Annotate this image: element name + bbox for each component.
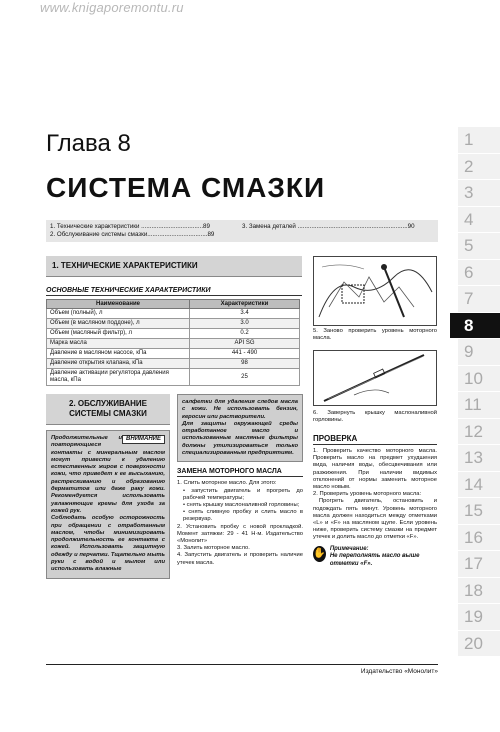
cell: Давление активации регулятора давления масла, кПа: [47, 369, 190, 386]
chapter-title: Глава 8: [46, 130, 131, 157]
specs-table: [46, 299, 300, 386]
step: 3. Залить моторное масло.: [177, 545, 250, 552]
cell: 3.4: [190, 309, 300, 319]
check-step-1: 1. Проверить качество моторного масла. Проверить масло на предмет ухудшения вида, наличия воды, обесцвечивания или разжижения. При наличии видимых отклонений от нормы заменить моторное масло новым.: [313, 448, 437, 491]
chapter-tab-2[interactable]: 2: [458, 154, 500, 181]
step-5: 5. Заново проверить уровень моторного масла.: [313, 328, 437, 342]
step: 4. Запустить двигатель и проверить наличие утечек масла.: [177, 552, 303, 566]
note: [313, 546, 437, 569]
cell: API SG: [190, 339, 300, 349]
page-title: СИСТЕМА СМАЗКИ: [46, 172, 326, 203]
cell: Объем (масляный фильтр), л: [47, 329, 190, 339]
table-row: [47, 349, 300, 359]
oil-change-heading: ЗАМЕНА МОТОРНОГО МАСЛА: [177, 468, 303, 477]
toc-item-3[interactable]: 3. Замена деталей ................................................................90: [242, 223, 415, 230]
warning-text-2: Соблюдать особую осторожность при обращении с отработанным маслом, чтобы минимизировать продолжительность ее контакта с кожей. Использовать защитную одежду и перчатки. Тщательно мыть руки с водой и мылом или использовать влажные: [51, 515, 165, 573]
chapter-tab-16[interactable]: 16: [458, 525, 500, 552]
chapter-tab-7[interactable]: 7: [458, 286, 500, 313]
check-step-2-detail: Прогреть двигатель, остановить и подождать пять минут. Уровень моторного масла должен находиться между отметками «L» и «F» на масляном щупе. Если уровень ниже, проверить систему смазки на предмет утечек и долить масло до отметки «F».: [313, 498, 437, 541]
table-of-contents: [46, 220, 438, 242]
section-specs: [46, 256, 302, 386]
check-heading: ПРОВЕРКА: [313, 434, 437, 445]
oil-change-steps: [177, 480, 303, 566]
section-2-heading: 2. ОБСЛУЖИВАНИЕ СИСТЕМЫ СМАЗКИ: [46, 394, 170, 425]
table-row: [47, 339, 300, 349]
chapter-tab-12[interactable]: 12: [458, 419, 500, 446]
section-1-heading: 1. ТЕХНИЧЕСКИЕ ХАРАКТЕРИСТИКИ: [46, 256, 302, 277]
chapter-tab-15[interactable]: 15: [458, 498, 500, 525]
chapter-tab-3[interactable]: 3: [458, 180, 500, 207]
cell: 0.2: [190, 329, 300, 339]
specs-subheading: ОСНОВНЫЕ ТЕХНИЧЕСКИЕ ХАРАКТЕРИСТИКИ: [46, 287, 302, 296]
dipstick-illustration: [313, 350, 437, 406]
section-maintenance: [46, 394, 170, 579]
cell: Давление открытия клапана, кПа: [47, 359, 190, 369]
step: 1. Слить моторное масло. Для этого:: [177, 480, 277, 487]
chapter-tabs: [458, 127, 500, 657]
table-row: [47, 359, 300, 369]
warning-text: Продолжительные и повторяющиеся контакты с минеральным маслом могут привести к удалению естественных жиров с поверхности кожи, что приведет к ее высыханию, растрескиванию и образованию дерматитов или даже раку кожи. Рекомендуется использовать увлажняющие кремы для ухода за кожей рук.: [51, 435, 165, 514]
chapter-tab-14[interactable]: 14: [458, 472, 500, 499]
warning-continued-text-2: Для защиты окружающей среды отработанное масло и использованные масляные фильтры должны утилизироваться только специализированным предприятиям.: [182, 420, 298, 457]
chapter-tab-18[interactable]: 18: [458, 578, 500, 605]
chapter-tab-8[interactable]: 8: [450, 313, 500, 340]
table-row: [47, 369, 300, 386]
table-row: [47, 319, 300, 329]
footer-publisher: Издательство «Монолит»: [360, 668, 438, 675]
step-6: 6. Завернуть крышку маслоналивной горловины.: [313, 410, 437, 424]
toc-item-1[interactable]: 1. Технические характеристики ....................................89: [50, 223, 210, 230]
cell: 441 - 490: [190, 349, 300, 359]
cell: Объем (в масляном поддоне), л: [47, 319, 190, 329]
chapter-tab-10[interactable]: 10: [458, 366, 500, 393]
chapter-tab-20[interactable]: 20: [458, 631, 500, 658]
warning-box: [46, 430, 170, 579]
chapter-tab-5[interactable]: 5: [458, 233, 500, 260]
step: 2. Установить пробку с новой прокладкой. Момент затяжки: 29 - 41 Н·м. Издательство «Монолит»: [177, 523, 303, 544]
col-header-name: Наименование: [47, 300, 190, 309]
footer-divider: [46, 664, 438, 665]
hand-stop-icon: ✋: [313, 546, 326, 562]
cell: Давление в масляном насосе, кПа: [47, 349, 190, 359]
watermark: www.knigaporemontu.ru: [40, 0, 184, 15]
note-label: Примечание:: [329, 545, 369, 552]
check-step-2: 2. Проверить уровень моторного масла:: [313, 491, 422, 498]
chapter-tab-1[interactable]: 1: [458, 127, 500, 154]
toc-item-2[interactable]: 2. Обслуживание системы смазки...................................89: [50, 231, 215, 238]
col-header-value: Характеристики: [190, 300, 300, 309]
note-text: Не переполнять масло выше отметки «F».: [329, 553, 420, 567]
chapter-tab-4[interactable]: 4: [458, 207, 500, 234]
chapter-tab-6[interactable]: 6: [458, 260, 500, 287]
chapter-tab-17[interactable]: 17: [458, 551, 500, 578]
check-section: [313, 434, 437, 568]
middle-column: [177, 394, 303, 567]
step: • запустить двигатель и прогреть до рабочей температуры;: [183, 487, 303, 501]
warning-continued-text: салфетки для удаления следов масла с кожи. Не использовать бензин, керосин или растворители.: [182, 399, 298, 420]
table-row: [47, 309, 300, 319]
cell: Объем (полный), л: [47, 309, 190, 319]
chapter-tab-19[interactable]: 19: [458, 604, 500, 631]
step: • снять сливную пробку и слить масло в резервуар.: [183, 509, 303, 523]
engine-illustration: [313, 256, 437, 326]
cell: 98: [190, 359, 300, 369]
warning-label: ВНИМАНИЕ: [122, 435, 165, 444]
chapter-tab-13[interactable]: 13: [458, 445, 500, 472]
chapter-tab-11[interactable]: 11: [458, 392, 500, 419]
table-row: [47, 329, 300, 339]
cell: 25: [190, 369, 300, 386]
cell: Марка масла: [47, 339, 190, 349]
chapter-tab-9[interactable]: 9: [458, 339, 500, 366]
step: • снять крышку маслоналивной горловины;: [183, 501, 300, 508]
cell: 3.0: [190, 319, 300, 329]
warning-box-continued: [177, 394, 303, 462]
